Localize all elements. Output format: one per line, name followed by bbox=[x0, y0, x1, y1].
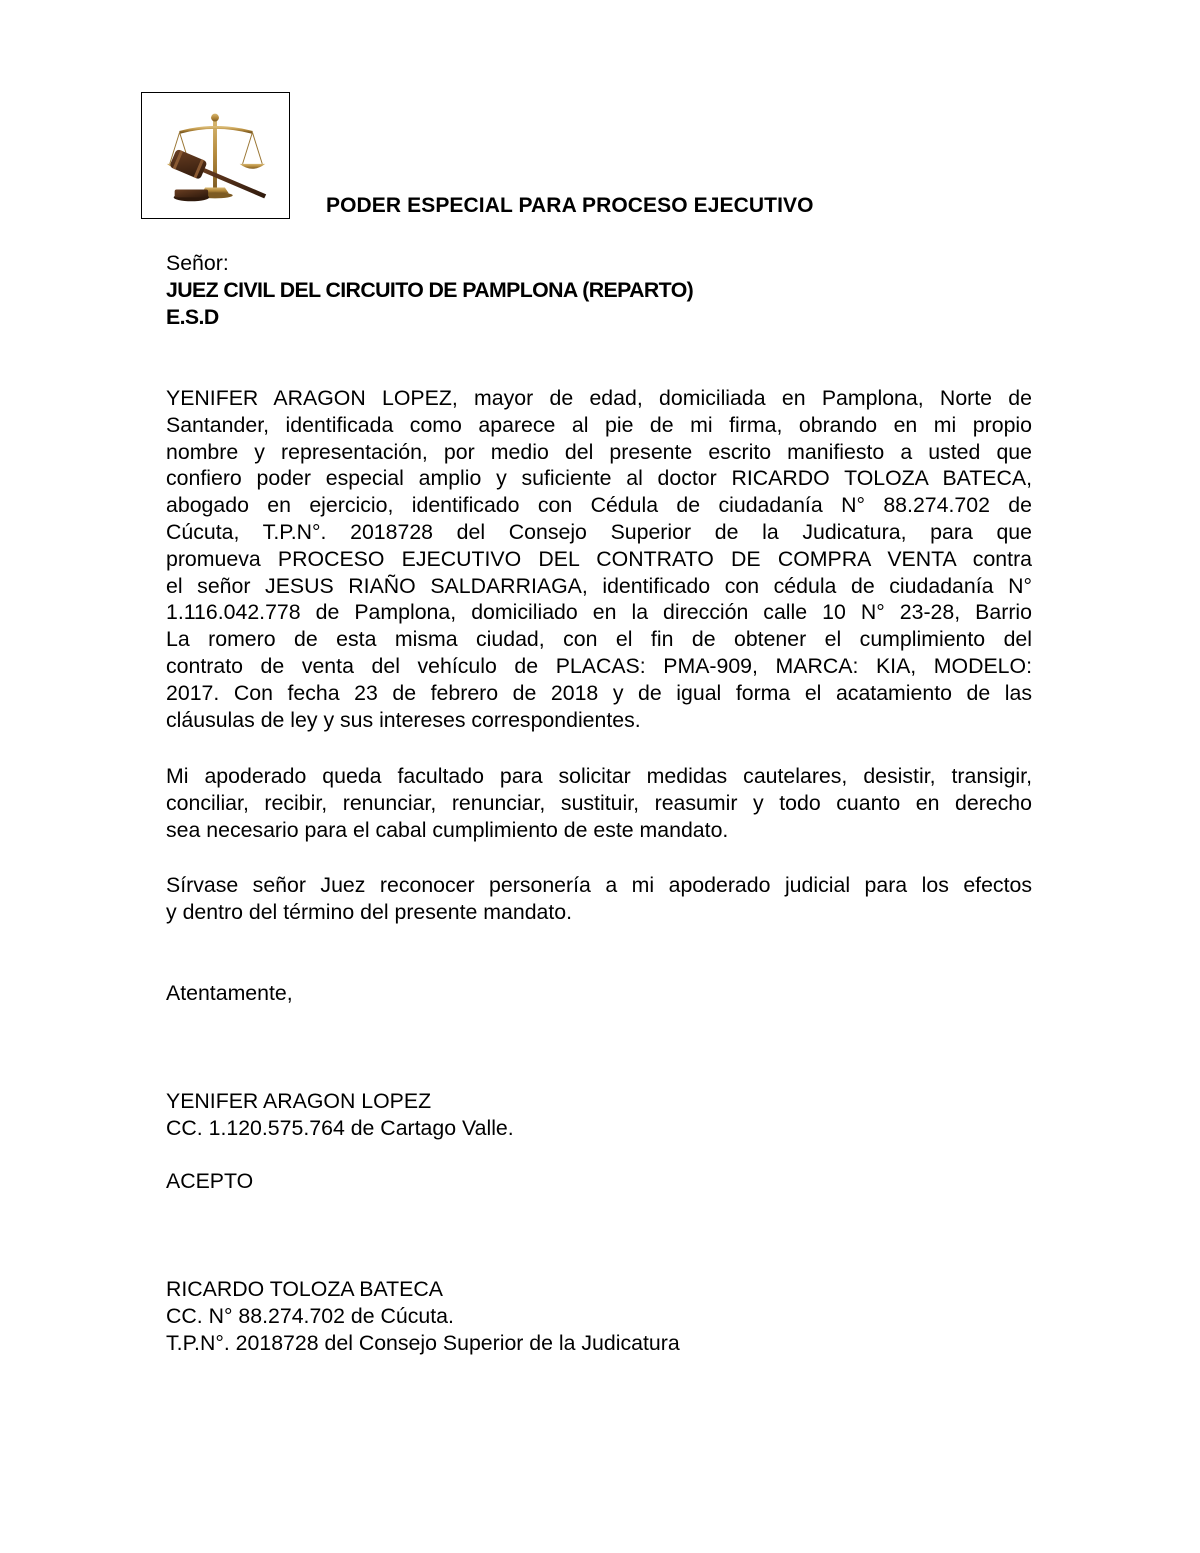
court-name: JUEZ CIVIL DEL CIRCUITO DE PAMPLONA (REPARTO) bbox=[166, 277, 694, 302]
esd-line: E.S.D bbox=[166, 304, 219, 329]
paragraph-line: promueva PROCESO EJECUTIVO DEL CONTRATO DE COMPRA VENTA contra bbox=[166, 546, 1032, 571]
attorney-tp: T.P.N°. 2018728 del Consejo Superior de la Judicatura bbox=[166, 1330, 680, 1355]
grantor-id: CC. 1.120.575.764 de Cartago Valle. bbox=[166, 1115, 514, 1140]
paragraph-line: Mi apoderado queda facultado para solicitar medidas cautelares, desistir, transigir, bbox=[166, 764, 1032, 788]
attorney-id: CC. N° 88.274.702 de Cúcuta. bbox=[166, 1303, 454, 1328]
paragraph-request bbox=[166, 872, 1032, 926]
document-title: PODER ESPECIAL PARA PROCESO EJECUTIVO bbox=[326, 194, 814, 217]
attorney-name: RICARDO TOLOZA BATECA bbox=[166, 1277, 443, 1301]
salutation: Señor: bbox=[166, 251, 229, 275]
scales-of-justice-with-gavel-icon bbox=[142, 93, 289, 218]
paragraph-line: Santander, identificada como aparece al pie de mi firma, obrando en mi propio bbox=[166, 412, 1032, 437]
paragraph-line: conciliar, recibir, renunciar, renunciar, sustituir, reasumir y todo cuanto en derecho bbox=[166, 790, 1032, 815]
closing-text: Atentamente, bbox=[166, 981, 293, 1005]
grantor-name: YENIFER ARAGON LOPEZ bbox=[166, 1089, 432, 1113]
paragraph-grant-of-power bbox=[166, 385, 1032, 733]
paragraph-line: abogado en ejercicio, identificado con Cédula de ciudadanía N° 88.274.702 de bbox=[166, 493, 1032, 518]
paragraph-line: el señor JESUS RIAÑO SALDARRIAGA, identificado con cédula de ciudadanía N° bbox=[166, 573, 1032, 598]
grantor-signature bbox=[166, 1088, 1032, 1142]
paragraph-line: y dentro del término del presente mandato. bbox=[166, 899, 573, 924]
attorney-signature bbox=[166, 1276, 1032, 1356]
paragraph-line: cláusulas de ley y sus intereses correspondientes. bbox=[166, 707, 641, 732]
paragraph-line: Cúcuta, T.P.N°. 2018728 del Consejo Superior de la Judicatura, para que bbox=[166, 519, 1032, 544]
closing bbox=[166, 980, 1032, 1007]
logo-frame bbox=[141, 92, 290, 219]
acceptance bbox=[166, 1168, 1032, 1195]
paragraph-line: sea necesario para el cabal cumplimiento de este mandato. bbox=[166, 817, 729, 842]
paragraph-line: 1.116.042.778 de Pamplona, domiciliado en la dirección calle 10 N° 23-28, Barrio bbox=[166, 600, 1032, 625]
acceptance-text: ACEPTO bbox=[166, 1169, 254, 1193]
paragraph-line: confiero poder especial amplio y suficiente al doctor RICARDO TOLOZA BATECA, bbox=[166, 466, 1032, 491]
paragraph-line: contrato de venta del vehículo de PLACAS: PMA-909, MARCA: KIA, MODELO: bbox=[166, 653, 1032, 678]
paragraph-line: nombre y representación, por medio del presente escrito manifiesto a usted que bbox=[166, 439, 1032, 464]
recipient-block bbox=[166, 250, 1032, 330]
paragraph-line: La romero de esta misma ciudad, con el fin de obtener el cumplimiento del bbox=[166, 627, 1032, 652]
paragraph-faculties bbox=[166, 763, 1032, 843]
paragraph-line: YENIFER ARAGON LOPEZ, mayor de edad, domiciliada en Pamplona, Norte de bbox=[166, 386, 1032, 410]
paragraph-line: Sírvase señor Juez reconocer personería a mi apoderado judicial para los efectos bbox=[166, 873, 1032, 897]
paragraph-line: 2017. Con fecha 23 de febrero de 2018 y de igual forma el acatamiento de las bbox=[166, 680, 1032, 705]
